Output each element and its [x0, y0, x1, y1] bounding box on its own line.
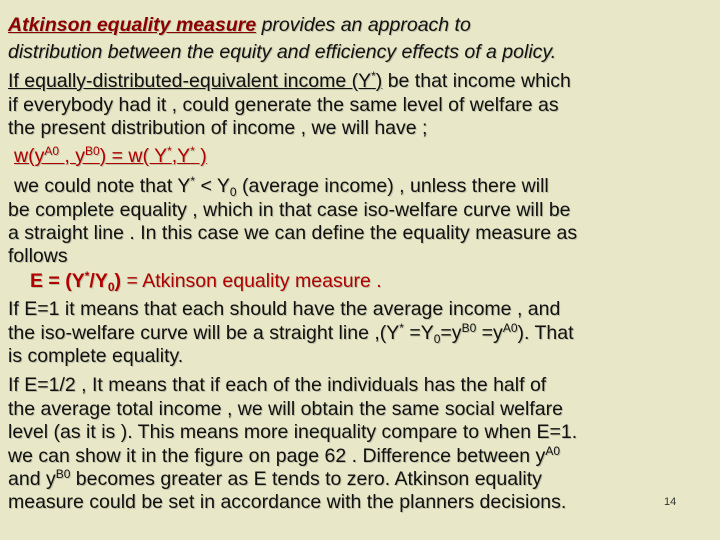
title-rest: provides an approach to	[256, 14, 471, 36]
para4-line-6: measure could be set in accordance with the planners decisions.	[8, 491, 567, 513]
title-highlight: Atkinson equality measure	[8, 14, 257, 36]
para1-line-2: if everybody had it , could generate the same level of welfare as	[8, 94, 559, 116]
title-line-1	[8, 14, 716, 37]
edei-definition: If equally-distributed-equivalent income (Y*)	[8, 69, 383, 92]
atkinson-label: Atkinson equality measure .	[142, 270, 382, 292]
para1-line-3: the present distribution of income , we will have ;	[8, 117, 428, 139]
para4-line-1: If E=1/2 , It means that if each of the individuals has the half of	[8, 374, 547, 396]
para3-line-2: the iso-welfare curve will be a straight line $,(Y^* =Y_0=y^{B0} =y^{A0})$. That	[8, 321, 574, 346]
welfare-equation	[14, 145, 716, 168]
welfare-equation-text: $w(y^{A0}$ , $y^{B0}) = w$( Y*,Y* )	[14, 144, 207, 167]
para2-line-1: we could note that $Y^* < Y_0$ (average income) , unless there will	[14, 174, 549, 199]
para4-line-2: the average total income , we will obtain the same social welfare	[8, 398, 563, 420]
atkinson-formula: $E = (Y^*/Y_0)$	[30, 269, 122, 294]
para2-line-4: follows	[8, 245, 68, 267]
para3-line-1: If E=1 it means that each should have the average income , and	[8, 298, 561, 320]
para2-line-2: be complete equality , which in that case iso-welfare curve will be	[8, 199, 571, 221]
para3-line-3: is complete equality.	[8, 345, 184, 367]
page-number: 14	[664, 496, 677, 508]
para1-line-1: If equally-distributed-equivalent income (Y*) be that income which	[8, 69, 571, 92]
para2-line-3: a straight line . In this case we can define the equality measure as	[8, 222, 578, 244]
title-line-2: distribution between the equity and efficiency effects of a policy.	[8, 41, 557, 63]
atkinson-equation: $E = (Y^*/Y_0)$ = Atkinson equality measure .	[30, 269, 382, 294]
para4-line-5: and $y^{B0}$ becomes greater as E tends to zero. Atkinson equality	[8, 467, 542, 490]
para4-line-3: level (as it is ). This means more inequality compare to when E=1.	[8, 421, 578, 443]
para4-line-4: we can show it in the figure on page 62 . Difference between $y^{A0}$	[8, 444, 560, 467]
